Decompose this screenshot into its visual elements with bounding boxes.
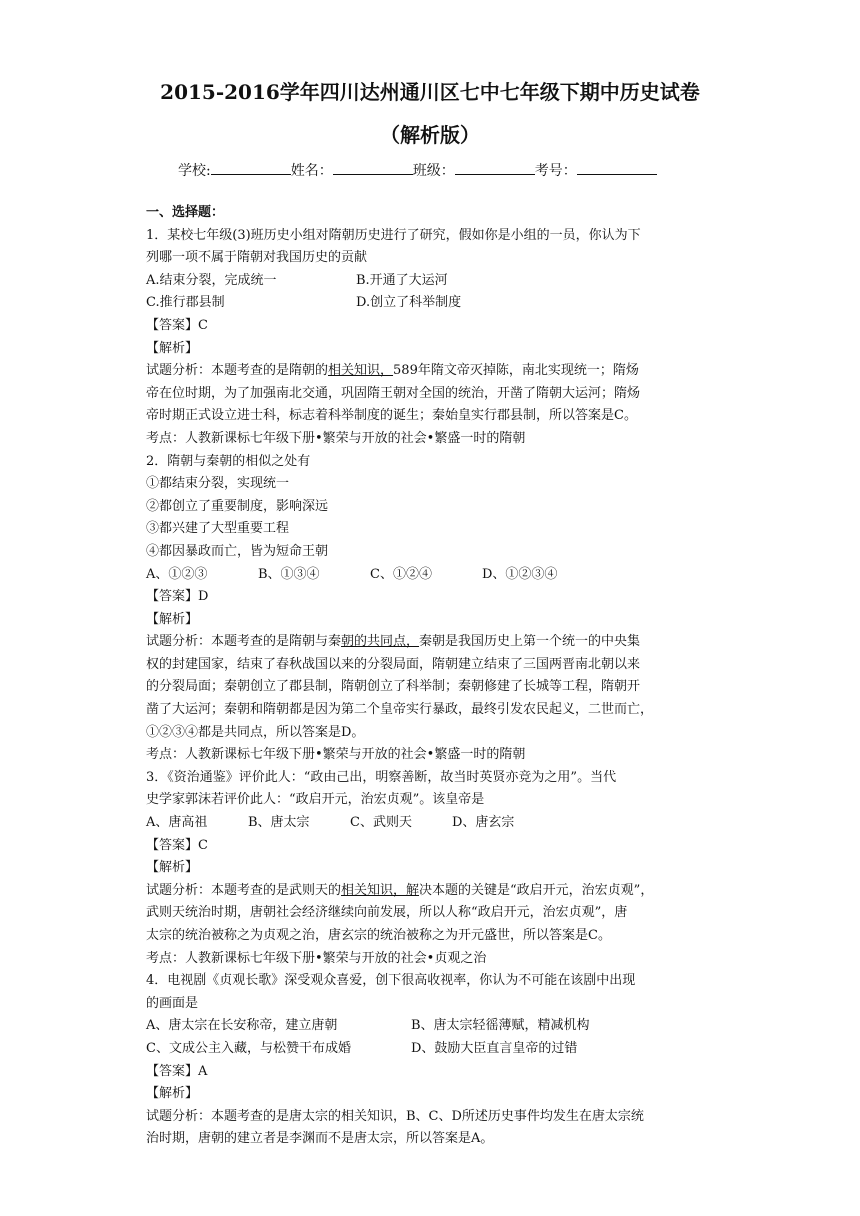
section-heading: 一、选择题：: [146, 205, 225, 220]
q3-analysis-line2: 武则天统治时期，唐朝社会经济继续向前发展，所以人称“政启开元，治宏贞观”，唐: [146, 905, 628, 921]
q4-answer: 【答案】A: [146, 1063, 208, 1079]
q2-item-3: ③都兴建了大型重要工程: [146, 521, 290, 537]
name-blank: [333, 162, 413, 175]
q3-option-d: D、唐玄宗: [452, 815, 515, 831]
q1-analysis-line1: [146, 360, 718, 383]
q2-answer: 【答案】D: [146, 589, 209, 605]
q3-stem-line1: 3．《资治通鉴》评价此人：“政由己出，明察善断，故当时英贤亦竞为之用”。当代: [146, 769, 617, 785]
q3-point: 考点：人教新课标七年级下册•繁荣与开放的社会•贞观之治: [146, 950, 487, 966]
q3-analysis-label: 【解析】: [146, 860, 199, 876]
q1-analysis-text: 试题分析：本题考查的是隋朝的: [146, 363, 329, 379]
q3-option-c: C、武则天: [350, 815, 412, 831]
q3-option-a: A、唐高祖: [146, 815, 208, 831]
q2-option-d: D、①②③④: [482, 566, 558, 582]
page-title: 2015-2016学年四川达州通川区七中七年级下期中历史试卷: [160, 80, 700, 104]
q4-option-b: B、唐太宗轻徭薄赋，精减机构: [411, 1018, 590, 1034]
q1-option-d: D.创立了科举制度: [356, 295, 462, 311]
class-label: 班级：: [412, 163, 455, 179]
q1-analysis-line2: 帝在位时期，为了加强南北交通，巩固隋王朝对全国的统治，开凿了隋朝大运河；隋炀: [146, 385, 641, 401]
q1-options-row1: [146, 270, 718, 293]
q1-point: 考点：人教新课标七年级下册•繁荣与开放的社会•繁盛一时的隋朝: [146, 430, 526, 446]
q1-answer: 【答案】C: [146, 317, 208, 333]
q2-analysis-line5: ①②③④都是共同点，所以答案是D。: [146, 724, 365, 740]
q2-item-2: ②都创立了重要制度，影响深远: [146, 498, 329, 514]
q1-analysis-label: 【解析】: [146, 340, 199, 356]
name-label: 姓名：: [290, 163, 333, 179]
q2-option-a: A、①②③: [146, 566, 208, 582]
school-blank: [211, 162, 291, 175]
class-blank: [455, 162, 535, 175]
q2-point: 考点：人教新课标七年级下册•繁荣与开放的社会•繁盛一时的隋朝: [146, 747, 526, 763]
q4-analysis-label: 【解析】: [146, 1086, 199, 1102]
q1-stem-line1: 1．某校七年级(3)班历史小组对隋朝历史进行了研究，假如你是小组的一员，你认为下: [146, 227, 641, 243]
q1-stem-line2: 列哪一项不属于隋朝对我国历史的贡献: [146, 250, 368, 266]
q2-analysis-underlined: 朝的共同点，: [341, 634, 420, 650]
q3-analysis-line3: 太宗的统治被称之为贞观之治，唐玄宗的统治被称之为开元盛世，所以答案是C。: [146, 928, 611, 943]
school-label: 学校:: [178, 163, 211, 179]
q1-analysis-line3: 帝时期正式设立进士科，标志着科举制度的诞生；秦始皇实行郡县制，所以答案是C。: [146, 408, 637, 424]
q3-answer: 【答案】C: [146, 837, 208, 853]
q4-options-row2: [146, 1038, 718, 1061]
q2-analysis-line4: 凿了大运河；秦朝和隋朝都是因为第二个皇帝实行暴政，最终引发农民起义，二世而亡，: [146, 702, 654, 718]
q4-stem-line1: 4．电视剧《贞观长歌》深受观众喜爱，创下很高收视率，你认为不可能在该剧中出现: [146, 973, 636, 989]
q1-analysis-text-cont: 589年隋文帝灭掉陈，南北实现统一；隋炀: [393, 363, 639, 379]
q3-options: [146, 812, 718, 835]
q2-analysis-label: 【解析】: [146, 611, 199, 627]
q3-option-b: B、唐太宗: [248, 815, 310, 831]
q1-option-b: B.开通了大运河: [356, 272, 448, 288]
q2-item-4: ④都因暴政而亡，皆为短命王朝: [146, 543, 329, 559]
q4-option-c: C、文成公主入藏，与松赞干布成婚: [146, 1040, 351, 1056]
q2-analysis-line1: [146, 631, 718, 654]
q3-analysis-text-cont: 决本题的关键是“政启开元，治宏贞观”，: [419, 882, 654, 898]
q3-stem-line2: 史学家郭沫若评价此人：“政启开元，治宏贞观”。该皇帝是: [146, 792, 485, 808]
q1-option-c: C.推行郡县制: [146, 295, 225, 311]
q4-options-row1: [146, 1015, 718, 1038]
q2-stem: 2．隋朝与秦朝的相似之处有: [146, 453, 311, 469]
q2-analysis-text: 试题分析：本题考查的是隋朝与秦: [146, 634, 342, 650]
student-info-line: [178, 160, 657, 180]
q2-analysis-line2: 权的封建国家，结束了春秋战国以来的分裂局面，隋朝建立结束了三国两晋南北朝以来: [146, 656, 641, 672]
q2-option-c: C、①②④: [370, 566, 432, 582]
q4-stem-line2: 的画面是: [146, 995, 199, 1011]
q1-analysis-underlined: 相关知识，: [328, 363, 394, 379]
q1-options-row2: [146, 292, 718, 315]
q1-option-a: A.结束分裂，完成统一: [146, 272, 277, 288]
q2-analysis-line3: 的分裂局面；秦朝创立了郡县制，隋朝创立了科举制；秦朝修建了长城等工程，隋朝开: [146, 679, 641, 695]
exam-no-label: 考号：: [534, 163, 577, 179]
page-subtitle: （解析版）: [380, 123, 480, 147]
q3-analysis-line1: [146, 880, 718, 903]
q4-analysis-line2: 治时期，唐朝的建立者是李渊而不是唐太宗，所以答案是A。: [146, 1131, 494, 1147]
q4-option-a: A、唐太宗在长安称帝，建立唐朝: [146, 1018, 338, 1034]
q2-analysis-text-cont: 秦朝是我国历史上第一个统一的中央集: [419, 634, 641, 650]
q2-options: [146, 564, 718, 587]
exam-content: [146, 202, 718, 1151]
q2-option-b: B、①③④: [258, 566, 320, 582]
q2-item-1: ①都结束分裂，实现统一: [146, 476, 290, 492]
exam-no-blank: [577, 162, 657, 175]
q4-option-d: D、鼓励大臣直言皇帝的过错: [411, 1040, 578, 1056]
q3-analysis-underlined: 相关知识，解: [341, 882, 420, 898]
q4-analysis-line1: 试题分析：本题考查的是唐太宗的相关知识，B、C、D所述历史事件均发生在唐太宗统: [146, 1108, 644, 1124]
q3-analysis-text: 试题分析：本题考查的是武则天的: [146, 882, 342, 898]
